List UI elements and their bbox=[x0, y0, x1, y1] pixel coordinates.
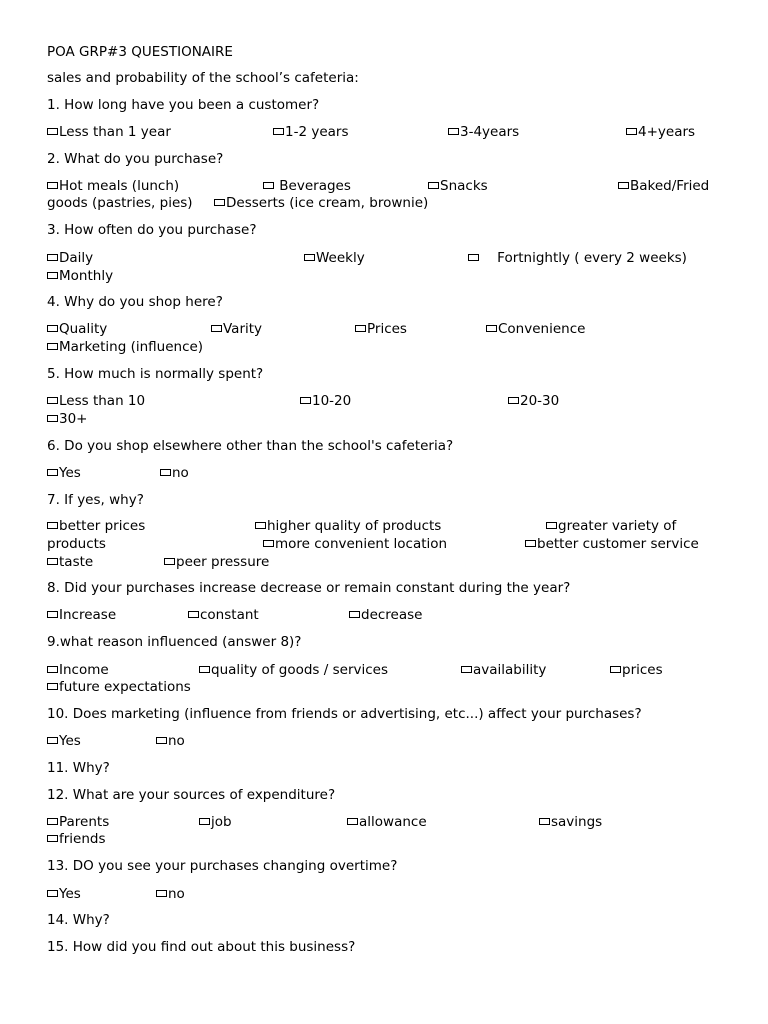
option-more-convenient-location[interactable]: more convenient location bbox=[263, 536, 447, 552]
checkbox[interactable] bbox=[461, 666, 472, 673]
option-quality[interactable]: Quality bbox=[47, 321, 107, 337]
checkbox[interactable] bbox=[47, 325, 58, 332]
checkbox[interactable] bbox=[347, 818, 358, 825]
question-10: 10. Does marketing (influence from friends or advertising, etc...) affect your purchases? bbox=[47, 706, 642, 722]
option-baked-fried-continued: goods (pastries, pies) bbox=[47, 195, 193, 211]
checkbox[interactable] bbox=[448, 128, 459, 135]
checkbox[interactable] bbox=[47, 818, 58, 825]
option-hot-meals[interactable]: Hot meals (lunch) bbox=[47, 178, 179, 194]
option-beverages[interactable]: Beverages bbox=[263, 178, 351, 194]
option-allowance[interactable]: allowance bbox=[347, 814, 427, 830]
option-better-customer-service[interactable]: better customer service bbox=[525, 536, 699, 552]
checkbox[interactable] bbox=[164, 558, 175, 565]
checkbox[interactable] bbox=[47, 397, 58, 404]
question-15: 15. How did you find out about this business? bbox=[47, 939, 356, 955]
checkbox[interactable] bbox=[355, 325, 366, 332]
checkbox[interactable] bbox=[47, 469, 58, 476]
option-higher-quality[interactable]: higher quality of products bbox=[255, 518, 441, 534]
checkbox[interactable] bbox=[428, 182, 439, 189]
option-better-prices[interactable]: better prices bbox=[47, 518, 145, 534]
checkbox[interactable] bbox=[199, 818, 210, 825]
checkbox[interactable] bbox=[486, 325, 497, 332]
document-subtitle: sales and probability of the school’s cafeteria: bbox=[47, 70, 359, 86]
checkbox[interactable] bbox=[47, 835, 58, 842]
checkbox[interactable] bbox=[508, 397, 519, 404]
option-income[interactable]: Income bbox=[47, 662, 109, 678]
option-convenience[interactable]: Convenience bbox=[486, 321, 585, 337]
question-11: 11. Why? bbox=[47, 760, 110, 776]
checkbox[interactable] bbox=[199, 666, 210, 673]
checkbox[interactable] bbox=[47, 890, 58, 897]
checkbox[interactable] bbox=[47, 737, 58, 744]
option-no[interactable]: no bbox=[160, 465, 189, 481]
option-increase[interactable]: Increase bbox=[47, 607, 116, 623]
checkbox[interactable] bbox=[263, 540, 274, 547]
checkbox[interactable] bbox=[618, 182, 629, 189]
checkbox[interactable] bbox=[47, 254, 58, 261]
option-no[interactable]: no bbox=[156, 733, 185, 749]
option-savings[interactable]: savings bbox=[539, 814, 602, 830]
checkbox[interactable] bbox=[188, 611, 199, 618]
checkbox[interactable] bbox=[304, 254, 315, 261]
checkbox[interactable] bbox=[300, 397, 311, 404]
question-2: 2. What do you purchase? bbox=[47, 151, 224, 167]
question-4: 4. Why do you shop here? bbox=[47, 294, 223, 310]
question-12: 12. What are your sources of expenditure? bbox=[47, 787, 336, 803]
question-5: 5. How much is normally spent? bbox=[47, 366, 264, 382]
checkbox[interactable] bbox=[47, 182, 58, 189]
option-yes[interactable]: Yes bbox=[47, 733, 81, 749]
option-decrease[interactable]: decrease bbox=[349, 607, 422, 623]
checkbox[interactable] bbox=[47, 666, 58, 673]
option-3-4-years[interactable]: 3-4years bbox=[448, 124, 519, 140]
option-no[interactable]: no bbox=[156, 886, 185, 902]
checkbox[interactable] bbox=[525, 540, 536, 547]
checkbox[interactable] bbox=[47, 558, 58, 565]
checkbox[interactable] bbox=[539, 818, 550, 825]
option-daily[interactable]: Daily bbox=[47, 250, 93, 266]
option-varity[interactable]: Varity bbox=[211, 321, 262, 337]
option-prices[interactable]: Prices bbox=[355, 321, 407, 337]
checkbox[interactable] bbox=[47, 343, 58, 350]
option-availability[interactable]: availability bbox=[461, 662, 546, 678]
checkbox[interactable] bbox=[255, 522, 266, 529]
checkbox[interactable] bbox=[47, 522, 58, 529]
option-quality-of-goods[interactable]: quality of goods / services bbox=[199, 662, 388, 678]
checkbox[interactable] bbox=[349, 611, 360, 618]
checkbox[interactable] bbox=[47, 415, 58, 422]
checkbox[interactable] bbox=[263, 182, 274, 189]
checkbox[interactable] bbox=[610, 666, 621, 673]
option-future-expectations[interactable]: future expectations bbox=[47, 679, 191, 695]
checkbox[interactable] bbox=[156, 737, 167, 744]
option-taste[interactable]: taste bbox=[47, 554, 93, 570]
option-job[interactable]: job bbox=[199, 814, 232, 830]
question-6: 6. Do you shop elsewhere other than the school's cafeteria? bbox=[47, 438, 454, 454]
option-constant[interactable]: constant bbox=[188, 607, 259, 623]
option-peer-pressure[interactable]: peer pressure bbox=[164, 554, 269, 570]
option-greater-variety-continued: products bbox=[47, 536, 106, 552]
option-10-20[interactable]: 10-20 bbox=[300, 393, 351, 409]
question-9: 9.what reason influenced (answer 8)? bbox=[47, 634, 302, 650]
checkbox[interactable] bbox=[214, 199, 225, 206]
question-14: 14. Why? bbox=[47, 912, 110, 928]
checkbox[interactable] bbox=[47, 611, 58, 618]
option-snacks[interactable]: Snacks bbox=[428, 178, 488, 194]
option-1-2-years[interactable]: 1-2 years bbox=[273, 124, 349, 140]
checkbox[interactable] bbox=[468, 254, 479, 261]
checkbox[interactable] bbox=[273, 128, 284, 135]
option-fortnightly[interactable]: Fortnightly ( every 2 weeks) bbox=[468, 250, 687, 266]
option-greater-variety[interactable]: greater variety of bbox=[546, 518, 676, 534]
option-20-30[interactable]: 20-30 bbox=[508, 393, 559, 409]
checkbox[interactable] bbox=[160, 469, 171, 476]
checkbox[interactable] bbox=[47, 683, 58, 690]
question-3: 3. How often do you purchase? bbox=[47, 222, 257, 238]
question-1: 1. How long have you been a customer? bbox=[47, 97, 320, 113]
option-less-than-1-year[interactable]: Less than 1 year bbox=[47, 124, 171, 140]
document-title: POA GRP#3 QUESTIONAIRE bbox=[47, 44, 233, 60]
option-yes[interactable]: Yes bbox=[47, 886, 81, 902]
option-parents[interactable]: Parents bbox=[47, 814, 109, 830]
option-prices[interactable]: prices bbox=[610, 662, 663, 678]
option-marketing[interactable]: Marketing (influence) bbox=[47, 339, 203, 355]
option-less-than-10[interactable]: Less than 10 bbox=[47, 393, 145, 409]
checkbox[interactable] bbox=[156, 890, 167, 897]
option-weekly[interactable]: Weekly bbox=[304, 250, 365, 266]
question-13: 13. DO you see your purchases changing overtime? bbox=[47, 858, 398, 874]
option-yes[interactable]: Yes bbox=[47, 465, 81, 481]
option-monthly[interactable]: Monthly bbox=[47, 268, 113, 284]
checkbox[interactable] bbox=[47, 272, 58, 279]
checkbox[interactable] bbox=[47, 128, 58, 135]
checkbox[interactable] bbox=[626, 128, 637, 135]
option-4-plus-years[interactable]: 4+years bbox=[626, 124, 695, 140]
option-baked-fried[interactable]: Baked/Fried bbox=[618, 178, 709, 194]
checkbox[interactable] bbox=[546, 522, 557, 529]
question-7: 7. If yes, why? bbox=[47, 492, 144, 508]
option-30-plus[interactable]: 30+ bbox=[47, 411, 88, 427]
option-friends[interactable]: friends bbox=[47, 831, 106, 847]
option-desserts[interactable]: Desserts (ice cream, brownie) bbox=[214, 195, 428, 211]
question-8: 8. Did your purchases increase decrease or remain constant during the year? bbox=[47, 580, 571, 596]
checkbox[interactable] bbox=[211, 325, 222, 332]
